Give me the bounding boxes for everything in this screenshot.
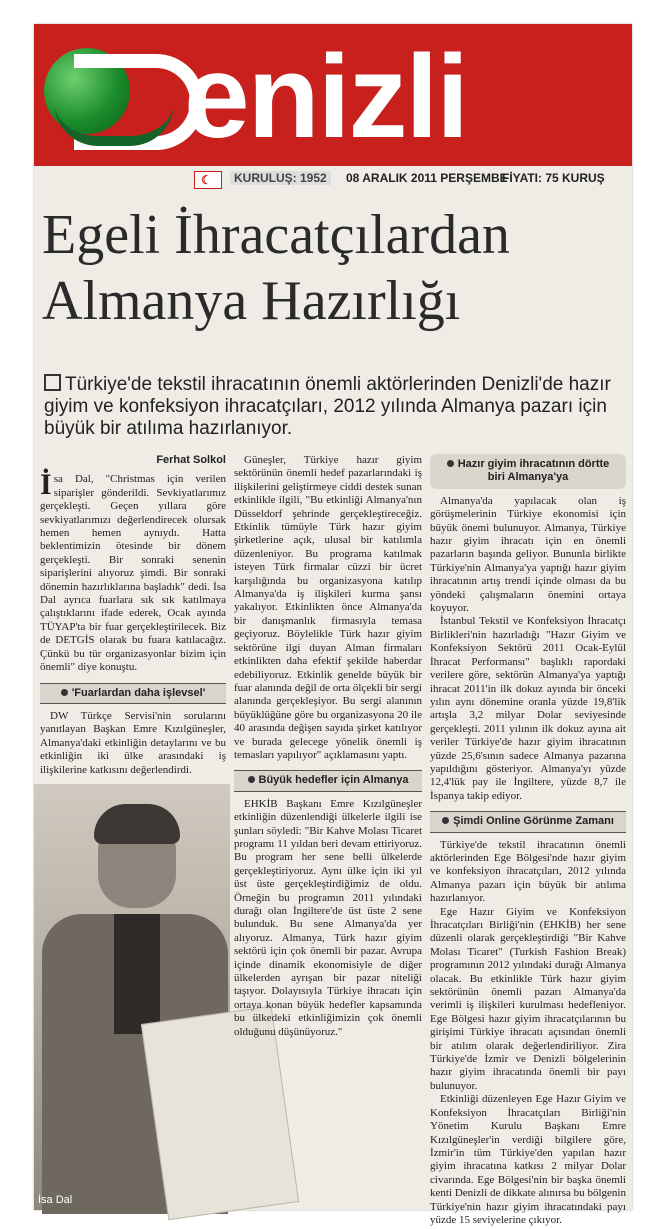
column-2: [234, 454, 422, 1039]
column-1-text-2: DW Türkçe Servisi'nin sorularını yanıtlayan Başkan Emre Kızılgüneşler, Almanya'daki etkinliğin detaylarını ve bu etkinliğin iki ülke arasındaki iş ilişkilerine katkısını değerlendirdi.: [40, 709, 226, 776]
column-3: [430, 454, 626, 1227]
bullet-icon: [442, 817, 449, 824]
column-2-text-1: Güneşler, Türkiye hazır giyim sektörünün önemli hedef pazarlarındaki iş ilişkilerini geliştirmeye ciddi destek sunan etkinlikle ilgili, "Bu etkinliği Almanya'nın Düsseldorf şehrinde gerçekleştireceğiz. Etkinlik tümüyle Türk hazır giyim şirketlerine açık, ulusal bir katılımla düzenleniyor. Bu programa katılmak isteyen Türk firmalar cüzzi bir ücret karşılığında bu organizasyona katılıp Almanya'da iş ilişkileri kurma şansı yakalıyor. Etkinlikten önce Almanya'da bir danışmanlık firmasıyla temasa geçiyoruz. Böylelikle Türk hazır giyim sektörüne ilgi duyan Alman firmaları etkinlikten daha efektif şekilde haberdar edebiliyoruz. Etkinlik genelde büyük bir fuar alanında değil de orta ölçekli bir sergi alanında gerçekleşiyor. Bu sergi alanının büyüklüğüne göre bu organizasyona 20 ile 40 arasında değişen sayıda şirket katılıyor ve burada gelecege yönelik önemli iş temasları yapılıyor" açıklamasını yaptı.: [234, 454, 422, 761]
column-3-text-5: Etkinliği düzenleyen Ege Hazır Giyim ve Konfeksiyon İhracatçıları Birliği'nin Yönetim Kurulu Başkanı Emre Kızılgüneşler'in verdiği bilgilere göre, İzmir'in tüm Türkiye'den yapılan hazır giyim ihracatına katkısı 2 milyar Dolar civarında. Ege Bölgesi'nin bir başka önemli kenti Denizli de dikkate alınırsa bu bölgenin Türkiye'nin hazır giyim ihracatındaki payı yüzde 15 seviyelerine çıkıyor.: [430, 1093, 626, 1226]
photo-hair: [94, 804, 180, 844]
deck-text: Türkiye'de tekstil ihracatının önemli aktörlerinden Denizli'de hazır giyim ve konfeksiyon ihracatçıları, 2012 yılında Almanya pazarı için büyük bir atılıma hazırlanıyor.: [44, 374, 611, 439]
issue-info-bar: [194, 168, 626, 190]
subhead-buyuk-hedefler-text: Büyük hedefler için Almanya: [258, 774, 409, 787]
photo-caption: İsa Dal: [38, 1194, 73, 1206]
column-2-text-2: EHKİB Başkanı Emre Kızılgüneşler etkinliğin düzenlendiği ülkelerle ilgili ise şunları söyledi: "Bir Kahve Molası Ticaret programı 11 yıldan beri devam ettiriyoruz. Bu program her sene belli ülkelerde gerçekleştiriyoruz. Aynı ülke için iki yıl üst üste gerçekleştirdiğimiz de oldu. Örneğin bu programın 2011 yılındaki durağı olan İngiltere'de üst üste 2 sene bulunduk. Bu sene Almanya'da yer alıyoruz. Almanya, Türk hazır giyim sektörü için çok önemli bir pazar. Avrupa içinde dinamik ekonomisiyle de diğer ülkelerden ayrışan bir pazar niteliği taşıyor. Dolayısıyla Türkiye ihracatı için ortaya konan büyük hedefler kapsamında bu ülkedeki etkinliğimizin çok önemli olduğunu düşünüyoruz.": [234, 797, 422, 1038]
subhead-online-text: Şimdi Online Görünme Zamanı: [453, 815, 614, 828]
brand-name: enizli: [184, 31, 468, 163]
bullet-icon: [248, 776, 255, 783]
issue-date: 08 ARALIK 2011 PERŞEMBE: [346, 171, 508, 185]
column-3-text-1: Almanya'da yapılacak olan iş görüşmelerinin Türkiye ekonomisi için büyük önemi bulunuyor. Almanya, Türkiye hazır giyim ihracatı için en önemli pazarların başında geliyor. Bununla birlikte Türkiye'nin Almanya'ya yaptığı hazır giyim ihracatının artış trendi içinde olması da bu yöndeki çalışmaların önemini ortaya koyuyor.: [430, 494, 626, 615]
byline: Ferhat Solkol: [156, 454, 226, 466]
masthead: [34, 24, 632, 166]
subhead-dortte-bir: [430, 454, 626, 489]
dropcap: İ: [40, 468, 52, 502]
founded-year: KURULUŞ: 1952: [230, 171, 331, 185]
column-1-paragraph-1: [40, 468, 226, 674]
newspaper-page: [34, 24, 632, 1226]
checkbox-square-icon: [44, 374, 61, 391]
deck: [44, 374, 624, 440]
photo-isa-dal: [34, 784, 230, 1210]
column-3-text-2: İstanbul Tekstil ve Konfeksiyon İhracatçı Birlikleri'nin hazırladığı "Hazır Giyim ve Konfeksiyon Sektörü 2011 Ocak-Eylül İhracat Performansı" başlıklı rapordaki verilere göre, sektörün Almanya'ya yaptığı ihracat 2011'in ilk dokuz ayında bir önceki yılın aynı dönemine oranla yüzde 19,8'lik artışla 3,2 milyar Dolar seviyesinde gerçekleşti. 2011 yılının ilk dokuz ayına ait veriler Türkiye'de hazır giyim ihracatının yüzde 25,6'sının sadece Almanya pazarına yapıldığını gösteriyor. Almanya'yı yüzde 12,4'lük pay ile İngiltere, yüzde 8,7 ile İspanya takip ediyor.: [430, 615, 626, 802]
column-1-text-1: sa Dal, "Christmas için verilen siparişler gönderildi. Sevkiyatlarımız gerçekleşti. Geçen yıllara göre sevkiyatlarımızı değerlendirecek olursak hemen hemen aynıydı. Hatta beklentimizin ötesinde bir dönem gerçekleşti. Bir sonraki senenin siparişlerini alıyoruz şimdi. Bir sonraki dönemin hazırlıklarına başladık" dedi. İsa Dal ayrıca fuarlara sık sık katılmaya çalıştıklarını ifade ederek, Ocak ayında TÜYAP'ta bir fuar gerçekleştirilecek. Biz de DETGİS olarak bu fuara katılacağız. Çünkü bu tür organizasyonlar bizim için önemli" diye konuştu.: [40, 473, 226, 674]
subhead-buyuk-hedefler: [234, 770, 422, 791]
subhead-online: [430, 811, 626, 832]
subhead-fuarlardan: [40, 683, 226, 704]
headline: [42, 202, 632, 334]
column-3-text-3: Türkiye'de tekstil ihracatının önemli aktörlerinden Ege Bölgesi'nde hazır giyim ve konfeksiyon ihracatçıları, 2012 yılında Almanya pazarı için büyük bir atılıma hazırlanıyor.: [430, 838, 626, 905]
headline-line-1: Egeli İhracatçılardan: [42, 204, 510, 266]
headline-line-2: Almanya Hazırlığı: [42, 270, 461, 332]
subhead-fuarlardan-text: 'Fuarlardan daha işlevsel': [71, 686, 206, 699]
photo-shirt: [114, 914, 160, 1034]
bullet-icon: [61, 689, 68, 696]
bullet-icon: [447, 460, 454, 467]
subhead-dortte-bir-text: Hazır giyim ihracatının dörtte biri Almanya'ya: [457, 458, 610, 484]
column-3-text-4: Ege Hazır Giyim ve Konfeksiyon İhracatçıları Birliği'nin (EHKİB) her sene düzenli olarak gerçekleştirdiği "Bir Kahve Molası Ticaret" (Turkish Fashion Break) programının 2012 yılındaki durağı Almanya olacak. Bu etkinlikle Türk hazır giyim sektörünün önemli pazarı Almanya'da verimli iş ilişkileri kurulması hedefleniyor. Ege Bölgesi hazır giyim ihracatçılarının bu girişimi Türkiye ihracatı açısından önemli bir atılım olarak değerlendiriliyor. Zira Türkiye'de İzmir ve Denizli bölgelerinin hazır giyim ihracatında önemli bir payı bulunuyor.: [430, 905, 626, 1092]
column-1: [40, 454, 226, 777]
issue-price: FİYATI: 75 KURUŞ: [502, 171, 605, 185]
turkish-flag-icon: ☾: [194, 171, 222, 189]
